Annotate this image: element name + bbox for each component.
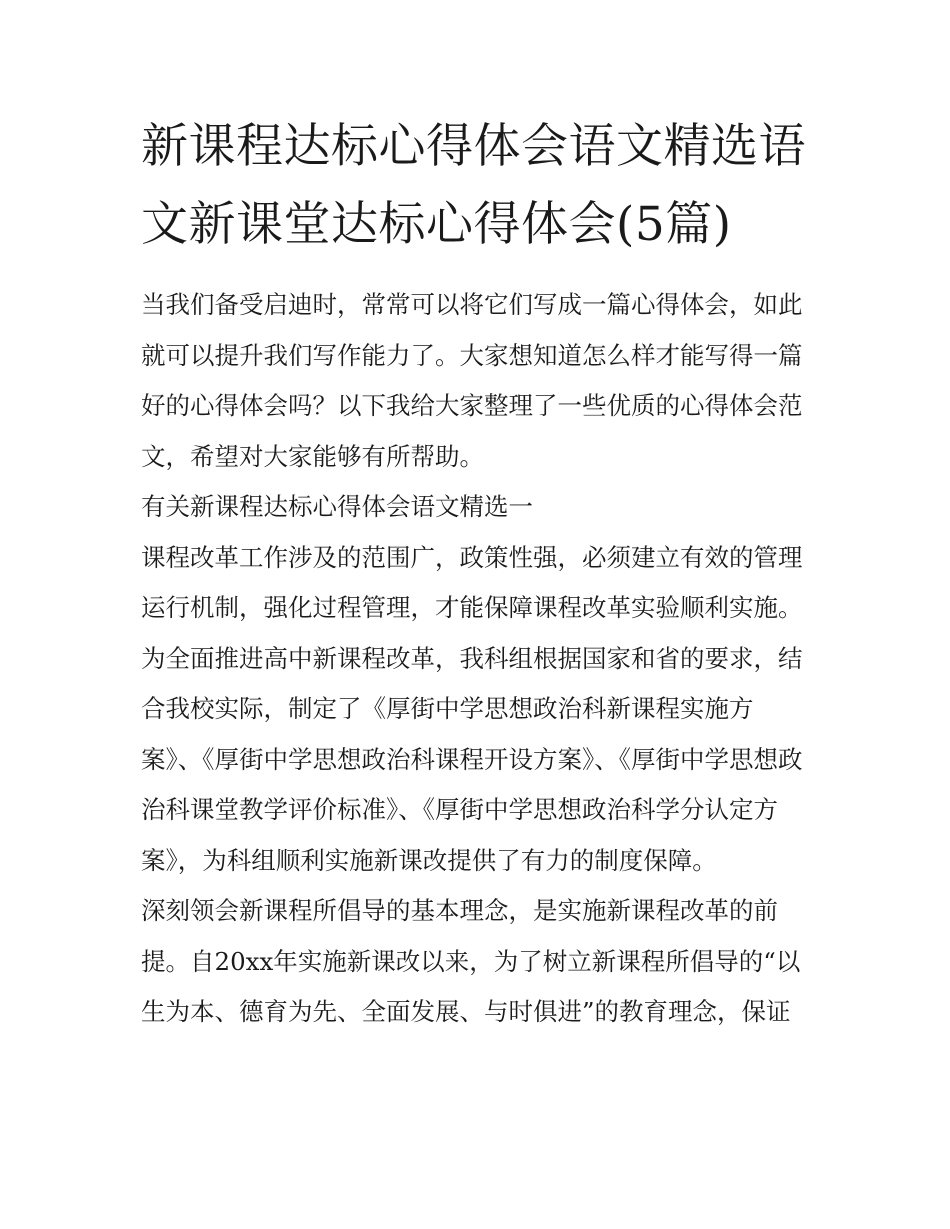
document-body: [141, 280, 813, 1038]
document-page: [141, 108, 813, 1038]
body-paragraph: 深刻领会新课程所倡导的基本理念，是实施新课程改革的前提。自20xx年实施新课改以来，为了树立新课程所倡导的“以生为本、德育为先、全面发展、与时俱进”的教育理念，保证: [141, 896, 801, 1026]
body-paragraph: 课程改革工作涉及的范围广，政策性强，必须建立有效的管理运行机制，强化过程管理，才能保障课程改革实验顺利实施。为全面推进高中新课程改革，我科组根据国家和省的要求，结合我校实际，制定了《厚街中学思想政治科新课程实施方案》、《厚街中学思想政治科课程开设方案》、《厚街中学思想政治科课堂教学评价标准》、《厚街中学思想政治科学分认定方案》，为科组顺利实施新课改提供了有力的制度保障。: [141, 542, 803, 875]
document-title: 新课程达标心得体会语文精选语文新课堂达标心得体会(5篇): [141, 119, 806, 252]
section-heading: 有关新课程达标心得体会语文精选一: [141, 492, 533, 521]
intro-paragraph: 当我们备受启迪时，常常可以将它们写成一篇心得体会，如此就可以提升我们写作能力了。大家想知道怎么样才能写得一篇好的心得体会吗？以下我给大家整理了一些优质的心得体会范文，希望对大家能够有所帮助。: [141, 290, 803, 471]
